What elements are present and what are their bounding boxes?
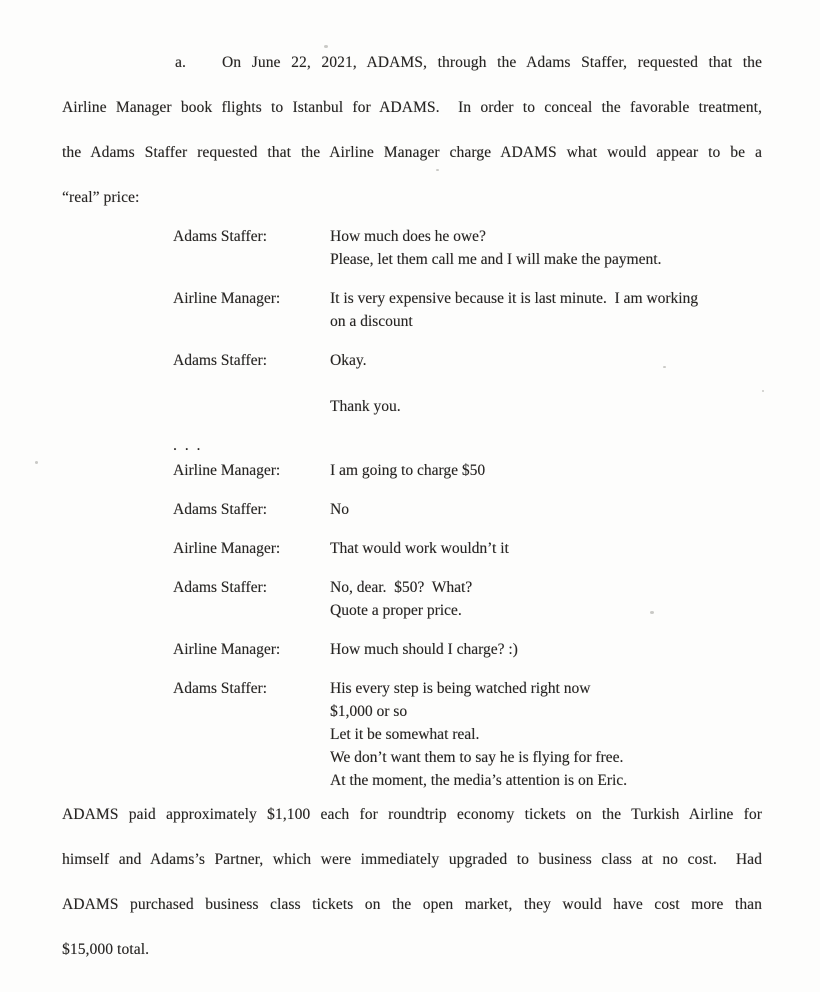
paragraph-line: [62, 40, 762, 85]
dialogue-speaker: Airline Manager:: [173, 290, 281, 307]
dialogue-message: [330, 434, 762, 457]
dialogue-line: It is very expensive because it is last minute. I am working: [330, 290, 699, 307]
dialogue-line: I am going to charge $50: [330, 462, 486, 479]
noise-speck: [663, 366, 666, 368]
dialogue-line: Let it be somewhat real.: [330, 726, 480, 743]
dialogue-entry: [173, 349, 762, 418]
dialogue-line: No: [330, 501, 349, 518]
dialogue-line: How much should I charge? :): [330, 641, 518, 658]
dialogue-omission: [173, 434, 762, 457]
dialogue: [173, 225, 762, 792]
dialogue-entry: [173, 287, 762, 333]
dialogue-message: [330, 677, 762, 792]
dialogue-line: No, dear. $50? What?: [330, 579, 473, 596]
dialogue-entry: [173, 576, 762, 622]
dialogue-line: That would work wouldn’t it: [330, 540, 509, 557]
dialogue-line: $1,000 or so: [330, 703, 408, 720]
dialogue-speaker: Adams Staffer:: [173, 352, 267, 369]
dialogue-line: How much does he owe?: [330, 228, 486, 245]
dialogue-message: [330, 225, 762, 271]
dialogue-entry: [173, 459, 762, 482]
dialogue-entry: [173, 537, 762, 560]
paragraph-a: [62, 40, 762, 220]
noise-speck: [762, 390, 764, 392]
dialogue-line: His every step is being watched right now: [330, 680, 591, 697]
paragraph-line: $15,000 total.: [62, 941, 150, 958]
dialogue-line: Thank you.: [330, 398, 401, 415]
dialogue-entry: [173, 677, 762, 792]
paragraph-label: a.: [175, 54, 186, 71]
noise-speck: [436, 169, 439, 171]
dialogue-message: [330, 498, 762, 521]
dialogue-message: [330, 537, 762, 560]
closing-paragraph: [62, 792, 762, 972]
dialogue-speaker: Airline Manager:: [173, 641, 281, 658]
dialogue-speaker: Airline Manager:: [173, 540, 281, 557]
dialogue-speaker: . . .: [173, 437, 203, 454]
dialogue-message: [330, 459, 762, 482]
dialogue-message: [330, 349, 762, 418]
paragraph-line: Airline Manager book flights to Istanbul for ADAMS. In order to conceal the favorable treatment,: [62, 99, 762, 116]
dialogue-line: Quote a proper price.: [330, 602, 462, 619]
dialogue-entry: [173, 225, 762, 271]
dialogue-line: Please, let them call me and I will make the payment.: [330, 251, 662, 268]
dialogue-speaker: Adams Staffer:: [173, 228, 267, 245]
paragraph-line: the Adams Staffer requested that the Airline Manager charge ADAMS what would appear to be a: [62, 144, 762, 161]
dialogue-line: on a discount: [330, 313, 413, 330]
dialogue-speaker: Airline Manager:: [173, 462, 281, 479]
noise-speck: [324, 45, 328, 48]
dialogue-speaker: Adams Staffer:: [173, 680, 267, 697]
paragraph-line: himself and Adams’s Partner, which were immediately upgraded to business class at no cost. Had: [62, 851, 762, 868]
dialogue-message: [330, 287, 762, 333]
dialogue-speaker: Adams Staffer:: [173, 501, 267, 518]
dialogue-speaker: Adams Staffer:: [173, 579, 267, 596]
dialogue-message: [330, 576, 762, 622]
paragraph-line: ADAMS purchased business class tickets on the open market, they would have cost more than: [62, 896, 762, 913]
paragraph-line: “real” price:: [62, 189, 140, 206]
dialogue-line: At the moment, the media’s attention is on Eric.: [330, 772, 628, 789]
dialogue-entry: [173, 498, 762, 521]
dialogue-entry: [173, 638, 762, 661]
dialogue-line: [330, 372, 762, 395]
paragraph-line: ADAMS paid approximately $1,100 each for roundtrip economy tickets on the Turkish Airline for: [62, 806, 762, 823]
dialogue-message: [330, 638, 762, 661]
noise-speck: [650, 611, 654, 614]
paragraph-text: On June 22, 2021, ADAMS, through the Adams Staffer, requested that the: [221, 54, 762, 71]
noise-speck: [35, 461, 38, 464]
dialogue-line: We don’t want them to say he is flying for free.: [330, 749, 624, 766]
dialogue-line: Okay.: [330, 352, 367, 369]
